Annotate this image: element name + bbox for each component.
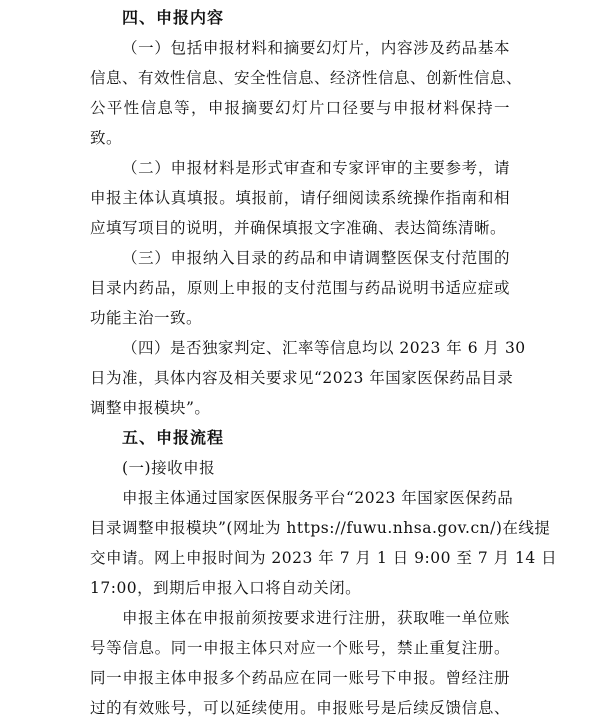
- paragraph-line: 过的有效账号，可以延续使用。申报账号是后续反馈信息、: [90, 699, 510, 717]
- paragraph-line: 公平性信息等，申报摘要幻灯片口径要与申报材料保持一: [90, 99, 510, 117]
- paragraph-line: 功能主治一致。: [90, 309, 203, 327]
- subsection-heading: (一)接收申报: [122, 459, 216, 477]
- section-heading: 五、申报流程: [122, 428, 225, 447]
- paragraph-line: 应填写项目的说明，并确保填报文字准确、表达简练清晰。: [90, 219, 507, 237]
- paragraph-line: （三）申报纳入目录的药品和申请调整医保支付范围的: [122, 249, 510, 267]
- paragraph-line: 目录调整申报模块”(网址为 https://fuwu.nhsa.gov.cn/)在线提: [90, 519, 551, 537]
- section-heading: 四、申报内容: [122, 8, 225, 27]
- paragraph-line: 17:00，到期后申报入口将自动关闭。: [90, 579, 362, 597]
- paragraph-line: 同一申报主体申报多个药品应在同一账号下申报。曾经注册: [90, 669, 510, 687]
- paragraph-line: 申报主体通过国家医保服务平台“2023 年国家医保药品: [122, 489, 514, 507]
- paragraph-line: （四）是否独家判定、汇率等信息均以 2023 年 6 月 30: [122, 339, 526, 357]
- paragraph-line: 信息、有效性信息、安全性信息、经济性信息、创新性信息、: [90, 69, 523, 87]
- paragraph-line: 交申请。网上申报时间为 2023 年 7 月 1 日 9:00 至 7 月 14 日: [90, 549, 558, 567]
- paragraph-line: （二）申报材料是形式审查和专家评审的主要参考，请: [122, 159, 510, 177]
- paragraph-line: 致。: [90, 129, 123, 147]
- paragraph-line: 申报主体在申报前须按要求进行注册，获取唯一单位账: [122, 609, 510, 627]
- paragraph-line: 申报主体认真填报。填报前，请仔细阅读系统操作指南和相: [90, 189, 510, 207]
- paragraph-line: 日为准，具体内容及相关要求见“2023 年国家医保药品目录: [90, 369, 514, 387]
- paragraph-line: 调整申报模块”。: [90, 399, 211, 417]
- paragraph-line: 号等信息。同一申报主体只对应一个账号，禁止重复注册。: [90, 639, 510, 657]
- paragraph-line: 目录内药品，原则上申报的支付范围与药品说明书适应症或: [90, 279, 510, 297]
- paragraph-line: （一）包括申报材料和摘要幻灯片，内容涉及药品基本: [122, 39, 510, 57]
